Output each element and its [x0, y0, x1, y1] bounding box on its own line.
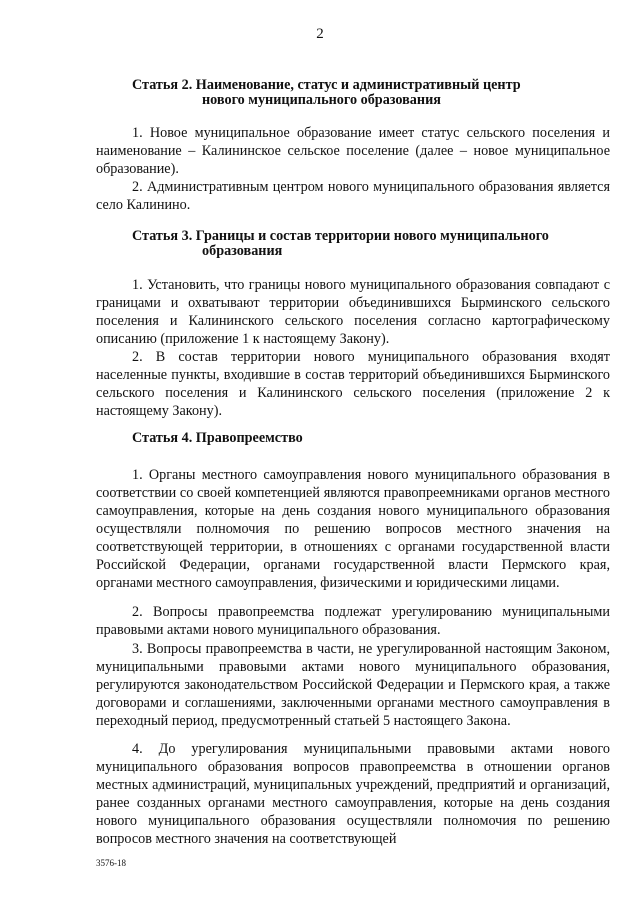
- article-4-heading-line1: Статья 4. Правопреемство: [132, 430, 303, 446]
- document-code: 3576-18: [96, 858, 126, 868]
- page-number: 2: [316, 26, 324, 42]
- article-4-paragraph-4: 4. До урегулирования муниципальными правовыми актами нового муниципального образования вопросов правопреемства в отношении органов местных администраций, муниципальных учреждений, предприятий и организаций, ранее созданных органами местного самоуправления, которые на день создания нового муниципального образования осуществляли полномочия по решению вопросов местного значения на соответствующей: [96, 741, 610, 847]
- article-4-paragraph-1: 1. Органы местного самоуправления нового муниципального образования в соответствии со своей компетенцией являются правопреемниками органов местного самоуправления, которые на день создания нового муниципального образования осуществляли полномочия по решению вопросов местного значения на соответствующей территории, в отношениях с органами государственной власти Российской Федерации, органами государственной власти Пермского края, органами местного самоуправления, физическими и юридическими лицами.: [96, 467, 610, 591]
- article-2-paragraph-1: 1. Новое муниципальное образование имеет статус сельского поселения и наименование – Калининское сельское поселение (далее – новое муниципальное образование).: [96, 125, 610, 177]
- article-3-heading: [132, 229, 592, 259]
- article-3-heading-line1: Статья 3. Границы и состав территории нового муниципального: [132, 228, 549, 244]
- article-4-paragraph-2: 2. Вопросы правопреемства подлежат урегулированию муниципальными правовыми актами нового муниципального образования.: [96, 604, 610, 638]
- article-2-paragraph-2: 2. Административным центром нового муниципального образования является село Калинино.: [96, 179, 610, 213]
- article-3-heading-line2: образования: [202, 243, 283, 259]
- article-4-heading: [132, 431, 592, 446]
- article-4-paragraph-3: 3. Вопросы правопреемства в части, не урегулированной настоящим Законом, муниципальными правовыми актами нового муниципального образования, регулируются законодательством Российской Федерации и Пермского края, а также договорами и соглашениями, заключенными органами местного самоуправления в переходный период, предусмотренный статьей 5 настоящего Закона.: [96, 641, 610, 729]
- article-2-heading-line2: нового муниципального образования: [202, 92, 441, 108]
- article-3-paragraph-2: 2. В состав территории нового муниципального образования входят населенные пункты, входившие в состав территорий объединившихся Бырминского сельского поселения и Калининского сельского поселения (приложение 2 к настоящему Закону).: [96, 349, 610, 419]
- article-2-heading-line1: Статья 2. Наименование, статус и административный центр: [132, 77, 521, 93]
- article-3-paragraph-1: 1. Установить, что границы нового муниципального образования совпадают с границами и охватывают территории объединившихся Бырминского сельского поселения и Калининского сельского поселения согласно картографическому описанию (приложение 1 к настоящему Закону).: [96, 277, 610, 347]
- article-2-heading: [132, 78, 592, 108]
